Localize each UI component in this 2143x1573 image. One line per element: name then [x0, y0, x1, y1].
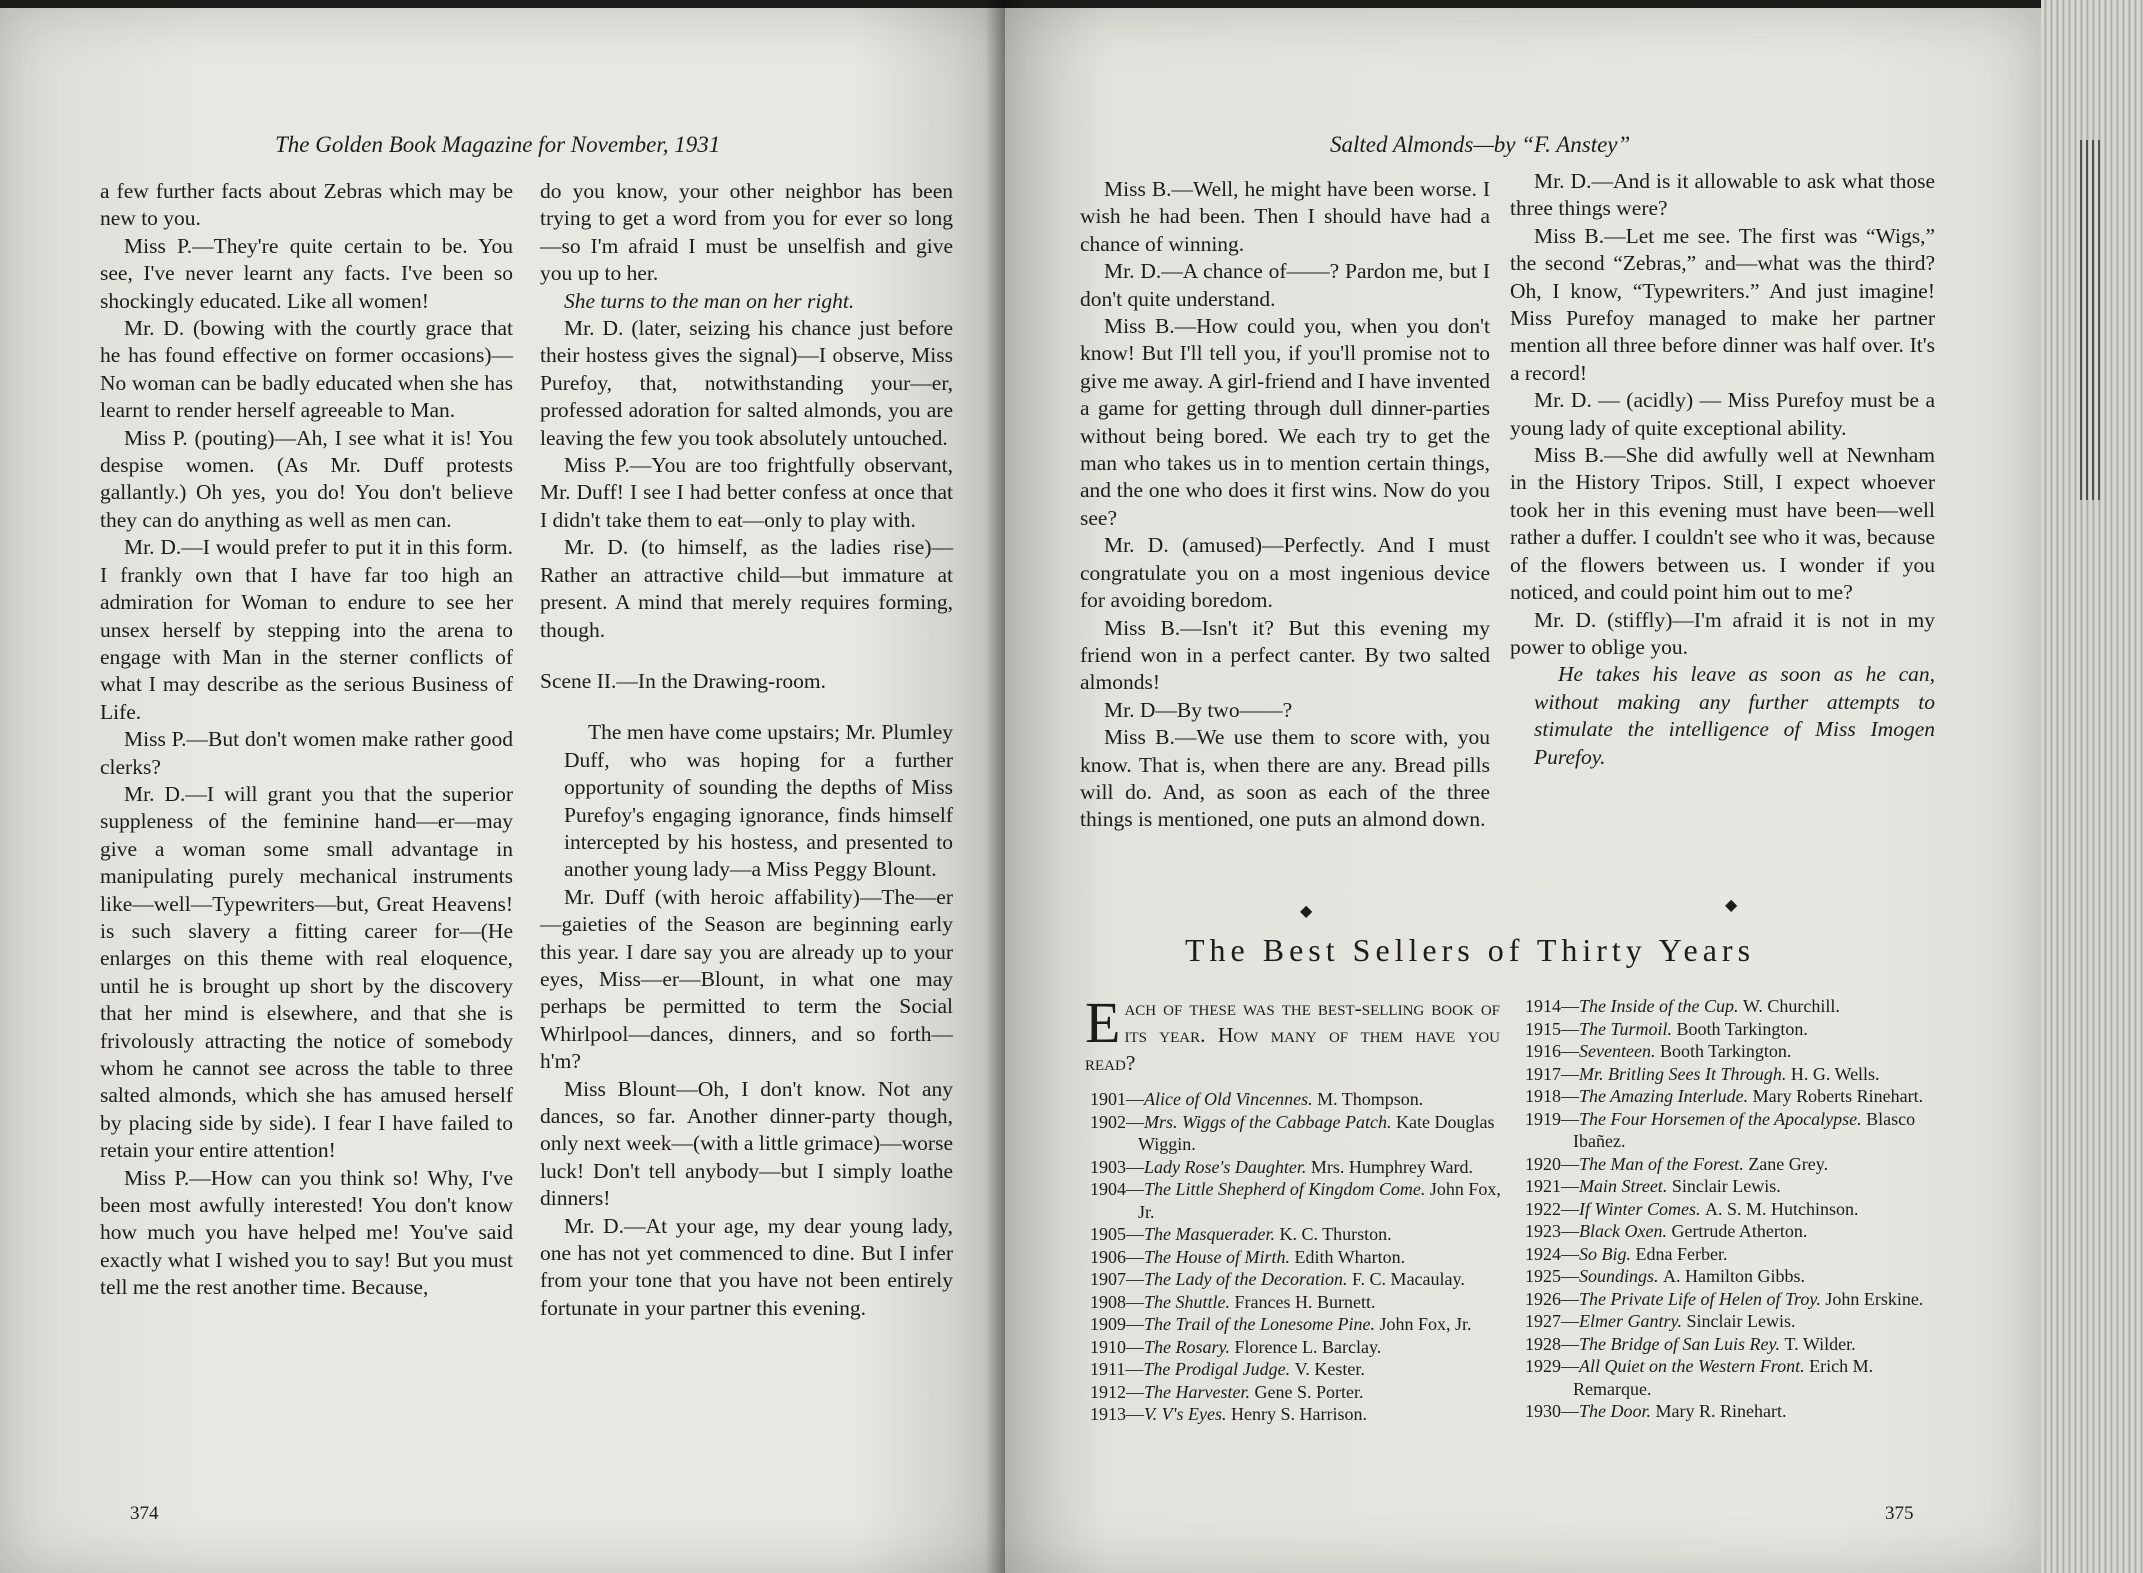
dialogue-paragraph: Mr. D—By two——? — [1104, 697, 1293, 722]
dialogue-paragraph: Mr. D. (bowing with the courtly grace that he has found effective on former occasions)—No woman can be badly educated when she has learnt to render herself agreeable to Man. — [100, 316, 513, 423]
best-seller-item: 1918—The Amazing Interlude. Mary Roberts Rinehart. — [1525, 1086, 1924, 1106]
dialogue-paragraph: Miss P.—They're quite certain to be. You see, I've never learnt any facts. I've been so shockingly educated. Like all women! — [100, 233, 513, 313]
dialogue-paragraph: Mr. D. (stiffly)—I'm afraid it is not in my power to oblige you. — [1510, 607, 1935, 659]
stage-direction: She turns to the man on her right. — [564, 288, 855, 313]
best-seller-item: 1903—Lady Rose's Daughter. Mrs. Humphrey Ward. — [1090, 1156, 1474, 1177]
best-seller-item: 1914—The Inside of the Cup. W. Churchill. — [1525, 996, 1840, 1016]
dialogue-paragraph: Mr. D.—A chance of——? Pardon me, but I don't quite understand. — [1080, 259, 1490, 311]
dialogue-paragraph: Miss P.—How can you think so! Why, I've been most awfully interested! You don't know how much you have helped me! You've said exactly what I wished you to say! But you must tell me the rest another time. Because, — [100, 1165, 513, 1300]
best-seller-item: 1908—The Shuttle. Frances H. Burnett. — [1090, 1291, 1376, 1312]
best-sellers-title: The Best Sellers of Thirty Years — [1185, 932, 1756, 968]
text-column-1 — [100, 178, 513, 1302]
drop-cap: E — [1085, 990, 1121, 1055]
running-head: The Golden Book Magazine for November, 1931 — [275, 132, 721, 157]
scene-heading: Scene II.—In the Drawing-room. — [540, 668, 826, 693]
best-seller-item: 1905—The Masquerader. K. C. Thurston. — [1090, 1224, 1392, 1244]
best-sellers-list-left — [1090, 1088, 1505, 1426]
best-seller-item: 1911—The Prodigal Judge. V. Kester. — [1090, 1359, 1365, 1379]
dialogue-paragraph: Miss B.—Isn't it? But this evening my friend won in a perfect canter. By two salted almonds! — [1080, 615, 1490, 695]
dialogue-paragraph: Mr. D. (to himself, as the ladies rise)—Rather an attractive child—but immature at present. A mind that merely requires forming, though. — [540, 535, 953, 642]
best-seller-item: 1912—The Harvester. Gene S. Porter. — [1090, 1381, 1364, 1402]
page-number: 374 — [130, 1503, 159, 1524]
dialogue-paragraph: Miss P.—But don't women make rather good clerks? — [100, 727, 513, 779]
best-seller-item: 1929—All Quiet on the Western Front. Erich M. Remarque. — [1525, 1356, 1874, 1399]
best-seller-item: 1921—Main Street. Sinclair Lewis. — [1525, 1176, 1781, 1196]
best-seller-item: 1923—Black Oxen. Gertrude Atherton. — [1525, 1221, 1808, 1241]
best-seller-item: 1917—Mr. Britling Sees It Through. H. G. Wells. — [1525, 1063, 1880, 1084]
best-sellers-list-right — [1525, 995, 1945, 1423]
best-seller-item: 1930—The Door. Mary R. Rinehart. — [1525, 1401, 1787, 1421]
intro-text: ach of these was the best-selling book of its year. How many of them have you read? — [1085, 996, 1500, 1075]
text-column-2 — [540, 178, 953, 1322]
best-seller-item: 1909—The Trail of the Lonesome Pine. John Fox, Jr. — [1090, 1314, 1472, 1334]
best-seller-item: 1919—The Four Horsemen of the Apocalypse. Blasco Ibañez. — [1525, 1108, 1916, 1151]
best-seller-item: 1906—The House of Mirth. Edith Wharton. — [1090, 1246, 1406, 1267]
best-seller-item: 1904—The Little Shepherd of Kingdom Come. John Fox, Jr. — [1090, 1179, 1501, 1222]
dialogue-paragraph: Mr. D.—I will grant you that the superior suppleness of the feminine hand—er—may give a woman some small advantage in manipulating purely mechanical instruments like—well—Typewriters—but, Great Heavens! is such slavery a fitting career for—(He enlarges on this theme with real eloquence, until he is brought up short by the discovery that her mind is elsewhere, and that she is frivolously attracting the notice of somebody whom he cannot see across the table to three salted almonds, which she has amused herself by placing side by side). I fear I have failed to retain your entire attention! — [100, 781, 513, 1163]
dialogue-paragraph: Miss B.—She did awfully well at Newnham in the History Tripos. Still, I expect whoever took her in this evening must have been—well rather a duffer. I couldn't see who it was, because of the flowers between us. I wonder if you noticed, and could point him out to me? — [1510, 443, 1935, 605]
dialogue-paragraph: Miss B.—How could you, when you don't know! But I'll tell you, if you'll promise not to give me away. A girl-friend and I have invented a game for getting through dull dinner-parties without being bored. We each try to get the man who takes us in to mention certain things, and the one who does it first wins. Now do you see? — [1080, 314, 1490, 530]
dialogue-paragraph: Mr. D. (later, seizing his chance just before their hostess gives the signal)—I observe, Miss Purefoy, that, notwithstanding your—er, professed adoration for salted almonds, you are leaving the few you took absolutely untouched. — [540, 316, 953, 450]
dialogue-paragraph: Miss B.—Let me see. The first was “Wigs,” the second “Zebras,” and—what was the third? Oh, I know, “Typewriters.” And just imagine! Miss Purefoy managed to make her partner mention all three before dinner was half over. It's a record! — [1510, 223, 1935, 385]
text-column-2 — [1510, 168, 1935, 771]
best-seller-item: 1915—The Turmoil. Booth Tarkington. — [1525, 1018, 1808, 1039]
edge-rules — [2080, 140, 2100, 500]
dialogue-paragraph: do you know, your other neighbor has been trying to get a word from you for ever so long—so I'm afraid I must be unselfish and give you up to her. — [540, 179, 953, 286]
text-column-1 — [1080, 176, 1490, 834]
stage-direction: He takes his leave as soon as he can, without making any further attempts to stimulate the intelligence of Miss Imogen Purefoy. — [1534, 662, 1935, 769]
best-seller-item: 1922—If Winter Comes. A. S. M. Hutchinson. — [1525, 1198, 1859, 1219]
best-seller-item: 1910—The Rosary. Florence L. Barclay. — [1090, 1336, 1382, 1357]
dialogue-paragraph: Miss B.—Well, he might have been worse. I wish he had been. Then I should have had a chance of winning. — [1080, 177, 1490, 256]
best-seller-item: 1907—The Lady of the Decoration. F. C. Macaulay. — [1090, 1269, 1465, 1289]
dialogue-paragraph: The men have come upstairs; Mr. Plumley Duff, who was hoping for a further opportunity of sounding the depths of Miss Purefoy's engaging ignorance, finds himself intercepted by his hostess, and presented to another young lady—a Miss Peggy Blount. — [564, 720, 953, 882]
best-seller-item: 1902—Mrs. Wiggs of the Cabbage Patch. Kate Douglas Wiggin. — [1090, 1111, 1495, 1154]
best-seller-item: 1928—The Bridge of San Luis Rey. T. Wilder. — [1525, 1333, 1856, 1354]
ornament-diamond: ◆ — [1300, 903, 1313, 920]
best-seller-item: 1920—The Man of the Forest. Zane Grey. — [1525, 1153, 1829, 1174]
ornament-diamond: ◆ — [1725, 897, 1738, 914]
dialogue-paragraph: Miss P.—You are too frightfully observant, Mr. Duff! I see I had better confess at once that I didn't take them to eat—only to play with. — [540, 453, 953, 532]
best-seller-item: 1926—The Private Life of Helen of Troy. John Erskine. — [1525, 1288, 1924, 1309]
best-seller-item: 1913—V. V's Eyes. Henry S. Harrison. — [1090, 1404, 1367, 1424]
best-seller-item: 1925—Soundings. A. Hamilton Gibbs. — [1525, 1266, 1806, 1286]
dialogue-paragraph: Mr. D.—And is it allowable to ask what those three things were? — [1510, 169, 1935, 221]
dialogue-paragraph: Mr. D.—I would prefer to put it in this form. I frankly own that I have far too high an admiration for Woman to endure to see her unsex herself by stepping into the arena to engage with Man in the sterner conflicts of what I may describe as the serious Business of Life. — [100, 535, 513, 724]
page-number: 375 — [1885, 1503, 1914, 1524]
dialogue-paragraph: Miss Blount—Oh, I don't know. Not any dances, so far. Another dinner-party though, only next week—(with a little grimace)—worse luck! Don't tell anybody—but I simply loathe dinners! — [540, 1076, 953, 1211]
best-sellers-intro — [1085, 990, 1500, 1077]
best-seller-item: 1916—Seventeen. Booth Tarkington. — [1525, 1041, 1792, 1061]
best-seller-item: 1927—Elmer Gantry. Sinclair Lewis. — [1525, 1311, 1796, 1331]
dialogue-paragraph: Mr. D. (amused)—Perfectly. And I must congratulate you on a most ingenious device for avoiding boredom. — [1080, 533, 1490, 613]
running-head: Salted Almonds—by “F. Anstey” — [1330, 132, 1631, 157]
left-page — [0, 8, 1005, 1573]
dialogue-paragraph: Miss P. (pouting)—Ah, I see what it is! You despise women. (As Mr. Duff protests gallantly.) Oh yes, you do! You don't believe they can do anything as well as men can. — [100, 425, 513, 532]
dialogue-paragraph: Mr. D.—At your age, my dear young lady, one has not yet commenced to dine. But I infer from your tone that you have not been entirely fortunate in your partner this evening. — [540, 1213, 953, 1320]
dialogue-paragraph: Miss B.—We use them to score with, you know. That is, when there are any. Bread pills will do. And, as soon as each of the three things is mentioned, one puts an almond down. — [1080, 725, 1490, 832]
best-seller-item: 1924—So Big. Edna Ferber. — [1525, 1243, 1728, 1264]
dialogue-paragraph: Mr. D. — (acidly) — Miss Purefoy must be a young lady of quite exceptional ability. — [1510, 388, 1935, 440]
dialogue-paragraph: Mr. Duff (with heroic affability)—The—er—gaieties of the Season are beginning early this year. I dare say you are already up to your eyes, Miss—er—Blount, in what one may perhaps be permitted to term the Social Whirlpool—dances, dinners, and so forth—h'm? — [540, 884, 953, 1074]
dialogue-paragraph: a few further facts about Zebras which may be new to you. — [100, 179, 513, 231]
best-seller-item: 1901—Alice of Old Vincennes. M. Thompson. — [1090, 1089, 1424, 1109]
